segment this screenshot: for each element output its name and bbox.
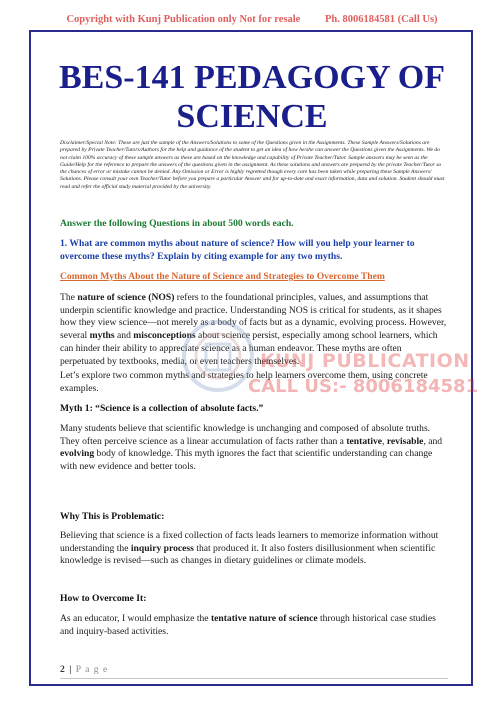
- bold-term: revisable: [386, 435, 424, 447]
- myth-1-paragraph: [60, 423, 448, 474]
- document-title: [40, 58, 464, 136]
- page-number: 2: [60, 664, 65, 675]
- how-to-overcome-heading: How to Overcome It:: [60, 593, 147, 604]
- answer-instruction: Answer the following Questions in about 500 words each.: [60, 218, 294, 229]
- bold-term: nature of science (NOS): [77, 292, 175, 303]
- section-heading: Common Myths About the Nature of Science and Strategies to Overcome Them: [60, 271, 385, 282]
- text-run: about science persist, especially among school learners, which can hinder their ability to appreciate science as a human endeavor. These myths are often perpetuated by textbooks, media, or even teachers themselves.: [60, 330, 438, 367]
- question-1: 1. What are common myths about nature of science? How will you help your learner to overcome these myths? Explain by citing example for any two myths.: [60, 238, 415, 262]
- text-run: As an educator, I would emphasize the: [60, 613, 211, 624]
- footer-divider: [60, 678, 448, 679]
- bold-term: tentative: [346, 435, 383, 447]
- watermark-call: CALL US:- 8006184581: [248, 376, 479, 397]
- text-run: Believing that science is a fixed collection of facts leads learners to memorize information without understanding the: [60, 530, 439, 554]
- watermark-brand: KUNJ PUBLICATION: [260, 350, 470, 372]
- bold-term: misconceptions: [133, 330, 196, 342]
- text-run: and: [114, 330, 134, 342]
- explore-paragraph: Let’s explore two common myths and strategies to help learners overcome them, using concrete examples.: [60, 370, 428, 394]
- why-problematic-paragraph: [60, 530, 448, 568]
- text-run: that produced it. It also fosters disillusionment when scientific knowledge is revised—such as changes in dietary guidelines or climate models.: [60, 542, 436, 567]
- title-line-1: BES-141 PEDAGOGY OF: [59, 59, 445, 96]
- page-label: P a g e: [75, 664, 109, 675]
- text-run: body of knowledge. This myth ignores the fact that scientific understanding can change with new evidence and better tools.: [60, 448, 433, 473]
- bold-term: tentative nature of science: [210, 613, 318, 624]
- text-run: The: [60, 292, 78, 303]
- footer-separator: |: [69, 664, 72, 675]
- how-to-overcome-paragraph: [60, 613, 448, 638]
- myth-1-heading: Myth 1: “Science is a collection of absolute facts.”: [60, 403, 264, 414]
- title-line-2: SCIENCE: [176, 98, 328, 135]
- text-run: , and: [423, 435, 443, 447]
- why-problematic-heading: Why This is Problematic:: [60, 511, 165, 522]
- page-footer: [60, 664, 108, 675]
- bold-term: myths: [89, 330, 115, 342]
- bold-term: evolving: [60, 448, 95, 460]
- intro-paragraph: [60, 292, 448, 368]
- copyright-notice: Copyright with Kunj Publication only Not for resale: [66, 14, 301, 25]
- text-run: Many students believe that scientific knowledge is unchanging and composed of absolute truths. They often perceive science as a linear accumulation of facts rather than a: [60, 423, 431, 447]
- page-header: [0, 14, 504, 25]
- bold-term: inquiry process: [130, 542, 194, 554]
- text-run: refers to the foundational principles, values, and assumptions that underpin scientific knowledge and practice. Understanding NOS is critical for students, as it shapes how they view science—not merely as a body of facts but as a dynamic, evolving process. However, several: [60, 292, 447, 342]
- disclaimer-note: Disclaimer/Special Note: These are just the sample of the Answers/Solutions to some of the Questions given in the Assignments. These Sample Answers/Solutions are prepared by Private Teacher/Tutors/Authors for the help and guidance of the student to get an idea of how he/she can answer the Questions given the Assignments. We do not claim 100% accuracy of these sample answers as these are based on the knowledge and capability of Private Teacher/Tutor. Sample answers may be seen as the Guide/Help for the reference to prepare the answers of the questions given in the assignment. As these solutions and answers are prepared by the private Teacher/Tutor so the chances of error or mistake cannot be denied. Any Omission or Error is highly regretted though every care has been taken while preparing these Sample Answers/ Solutions. Please consult your own Teacher/Tutor before you prepare a particular Answer and for up-to-date and exact information, data and solution. Student should must read and refer the official study material provided by the university.: [60, 140, 445, 190]
- text-run: ,: [382, 435, 387, 447]
- text-run: through historical case studies and inquiry-based activities.: [60, 613, 436, 637]
- contact-phone: Ph. 8006184581 (Call Us): [324, 14, 438, 25]
